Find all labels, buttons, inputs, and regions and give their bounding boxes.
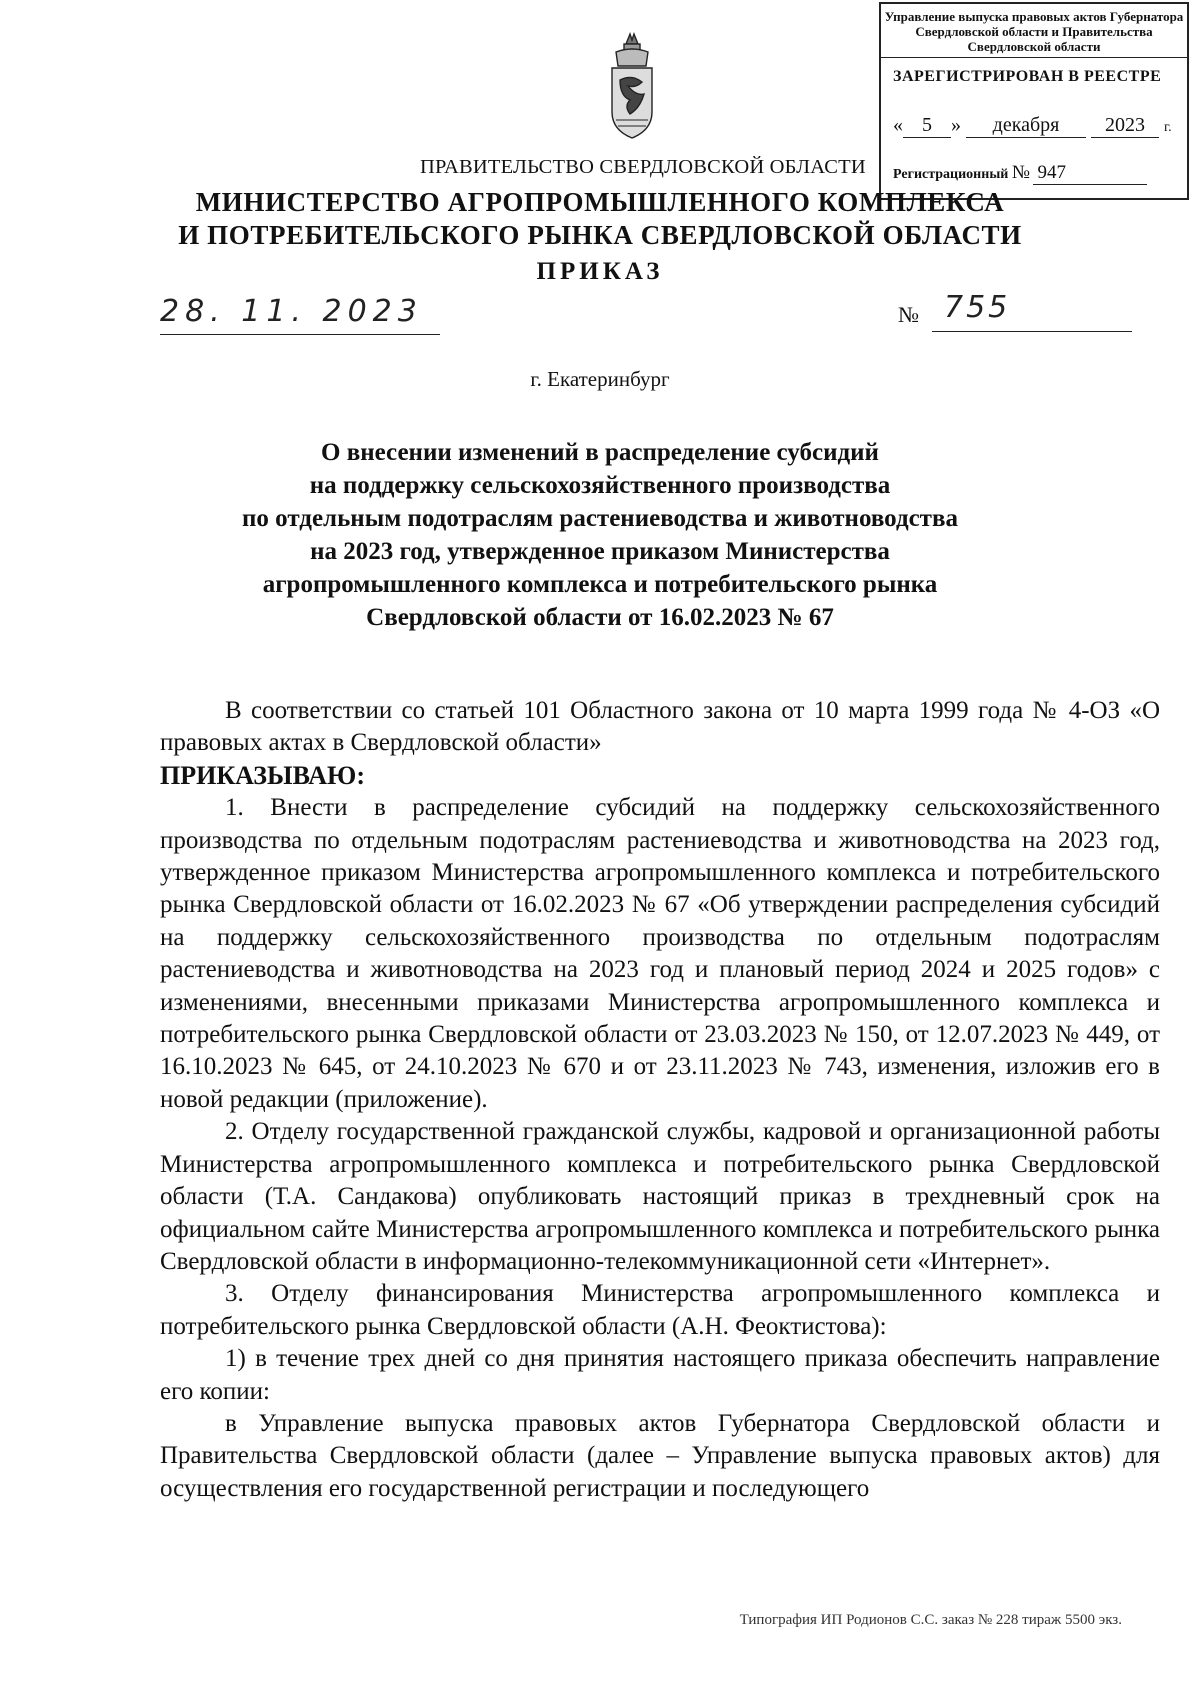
title-line: Свердловской области от 16.02.2023 № 67 [366, 604, 834, 631]
stamp-num-sign: № [1011, 162, 1030, 183]
stamp-close-quote: » [951, 114, 961, 136]
document-type: ПРИКАЗ [536, 258, 664, 285]
stamp-date [893, 114, 1172, 138]
ministry-line-1: МИНИСТЕРСТВО АГРОПРОМЫШЛЕННОГО КОМПЛЕКСА [195, 187, 1005, 217]
stamp-day: 5 [903, 114, 951, 138]
paragraph-2: 2. Отделу государственной гражданской службы, кадровой и организационной работы Министерства агропромышленного комплекса и потребительского рынка Свердловской области (Т.А. Сандакова) опубликовать настоящий приказ в трехдневный срок на официальном сайте Министерства агропромышленного комплекса и потребительского рынка Свердловской области в информационно-телекоммуникационной сети «Интернет». [160, 1118, 1160, 1275]
stamp-reg-value: 947 [1033, 162, 1147, 185]
order-number: 755 [932, 290, 1132, 332]
coat-of-arms-icon [606, 30, 658, 142]
document-title [0, 436, 1200, 634]
paragraph-1: 1. Внести в распределение субсидий на поддержку сельскохозяйственного производства по отдельным подотраслям растениеводства и животноводства на 2023 год, утвержденное приказом Министерства агропромышленного комплекса и потребительского рынка Свердловской области от 16.02.2023 № 67 «Об утверждении распределения субсидий на поддержку сельскохозяйственного производства по отдельным подотраслям растениеводства и животноводства на 2023 год и плановый период 2024 и 2025 годов» с изменениями, внесенными приказами Министерства агропромышленного комплекса и потребительского рынка Свердловской области от 23.03.2023 № 150, от 12.07.2023 № 449, от 16.10.2023 № 645, от 24.10.2023 № 670 и от 23.11.2023 № 743, изменения, изложив его в новой редакции (приложение). [160, 794, 1160, 1113]
title-line: на 2023 год, утвержденное приказом Министерства [310, 538, 890, 565]
stamp-year-suffix: г. [1164, 120, 1172, 135]
preamble-paragraph: В соответствии со статьей 101 Областного закона от 10 марта 1999 года № 4-ОЗ «О правовых актах в Свердловской области» [160, 697, 1160, 757]
title-line: агропромышленного комплекса и потребительского рынка [262, 571, 938, 598]
stamp-reg-number [893, 162, 1147, 185]
paragraph-3-1: 1) в течение трех дней со дня принятия настоящего приказа обеспечить направление его копии: [160, 1345, 1160, 1405]
stamp-registered-label: ЗАРЕГИСТРИРОВАН В РЕЕСТРЕ [893, 68, 1162, 85]
title-line: по отдельным подотраслям растениеводства и животноводства [242, 505, 958, 532]
paragraph-3: 3. Отделу финансирования Министерства агропромышленного комплекса и потребительского рынка Свердловской области (А.Н. Феоктистова): [160, 1280, 1160, 1340]
stamp-month: декабря [966, 114, 1086, 138]
document-body [160, 695, 1160, 1505]
order-date: 28. 11. 2023 [160, 294, 440, 335]
title-line: на поддержку сельскохозяйственного производства [309, 472, 891, 499]
order-directive: ПРИКАЗЫВАЮ: [160, 760, 365, 790]
stamp-reg-label: Регистрационный [893, 167, 1009, 182]
ministry-line-2: И ПОТРЕБИТЕЛЬСКОГО РЫНКА СВЕРДЛОВСКОЙ ОБЛАСТИ [178, 220, 1022, 250]
order-number-sign: № [898, 302, 919, 327]
paragraph-3-1-a: в Управление выпуска правовых актов Губернатора Свердловской области и Правительства Свердловской области (далее – Управление выпуска правовых актов) для осуществления его государственной регистрации и последующего [160, 1409, 1160, 1502]
registration-stamp [879, 2, 1189, 200]
title-line: О внесении изменений в распределение субсидий [321, 439, 879, 466]
stamp-open-quote: « [893, 114, 903, 136]
stamp-header: Управление выпуска правовых актов Губернатора Свердловской области и Правительства Свердловской области [881, 4, 1187, 58]
city: г. Екатеринбург [530, 367, 670, 391]
stamp-year: 2023 [1091, 114, 1159, 138]
printing-footer: Типография ИП Родионов С.С. заказ № 228 тираж 5500 экз. [739, 1612, 1122, 1628]
government-name: ПРАВИТЕЛЬСТВО СВЕРДЛОВСКОЙ ОБЛАСТИ [420, 156, 866, 178]
ministry-name [0, 186, 1200, 252]
